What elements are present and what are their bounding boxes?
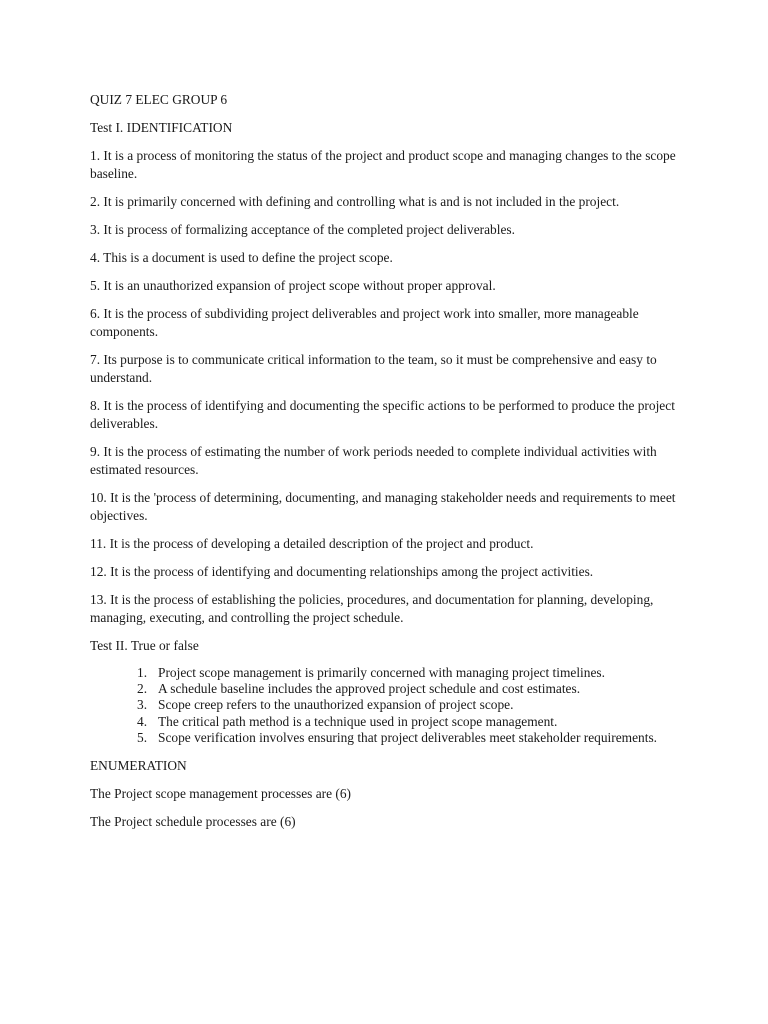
- identification-item: 4. This is a document is used to define the project scope.: [90, 250, 393, 265]
- document-page: [90, 91, 690, 841]
- true-false-item: [137, 714, 690, 730]
- item-number: 2.: [137, 681, 148, 697]
- true-false-item: [137, 730, 690, 746]
- identification-item: 9. It is the process of estimating the number of work periods needed to complete individual activities with estimated resources.: [90, 444, 657, 477]
- test2-heading: Test II. True or false: [90, 638, 199, 653]
- enumeration-heading: ENUMERATION: [90, 758, 187, 774]
- identification-item: 1. It is a process of monitoring the status of the project and product scope and managing changes to the scope baseline.: [90, 148, 676, 181]
- item-number: 3.: [137, 697, 148, 713]
- identification-item: 6. It is the process of subdividing project deliverables and project work into smaller, more manageable components.: [90, 306, 639, 339]
- item-number: 5.: [137, 729, 148, 745]
- quiz-title: QUIZ 7 ELEC GROUP 6: [90, 92, 228, 107]
- identification-item: 8. It is the process of identifying and documenting the specific actions to be performed to produce the project deliverables.: [90, 398, 675, 431]
- true-false-item: [137, 681, 690, 697]
- true-false-item: [137, 665, 690, 681]
- true-false-item: [137, 697, 690, 713]
- item-text: A schedule baseline includes the approved project schedule and cost estimates.: [158, 681, 581, 697]
- item-text: Scope creep refers to the unauthorized expansion of project scope.: [158, 697, 514, 713]
- item-text: The critical path method is a technique used in project scope management.: [158, 713, 558, 729]
- item-number: 4.: [137, 713, 148, 729]
- enumeration-item: The Project scope management processes are (6): [90, 786, 352, 802]
- identification-item: 5. It is an unauthorized expansion of project scope without proper approval.: [90, 278, 496, 293]
- true-false-list: [90, 665, 690, 746]
- identification-item: 12. It is the process of identifying and documenting relationships among the project activities.: [90, 564, 594, 579]
- identification-item: 13. It is the process of establishing the policies, procedures, and documentation for planning, developing, managing, executing, and controlling the project schedule.: [90, 592, 654, 625]
- item-number: 1.: [137, 665, 148, 680]
- identification-item: 10. It is the 'process of determining, documenting, and managing stakeholder needs and requirements to meet objectives.: [90, 490, 676, 523]
- identification-item: 2. It is primarily concerned with defining and controlling what is and is not included in the project.: [90, 194, 620, 209]
- identification-item: 3. It is process of formalizing acceptance of the completed project deliverables.: [90, 222, 515, 237]
- identification-list: [90, 147, 690, 627]
- item-text: Project scope management is primarily concerned with managing project timelines.: [158, 665, 605, 680]
- identification-item: 7. Its purpose is to communicate critical information to the team, so it must be comprehensive and easy to understand.: [90, 352, 657, 385]
- test1-heading: Test I. IDENTIFICATION: [90, 120, 233, 135]
- item-text: Scope verification involves ensuring that project deliverables meet stakeholder requirements.: [158, 729, 658, 745]
- identification-item: 11. It is the process of developing a detailed description of the project and product.: [90, 536, 534, 551]
- enumeration-item: The Project schedule processes are (6): [90, 814, 296, 830]
